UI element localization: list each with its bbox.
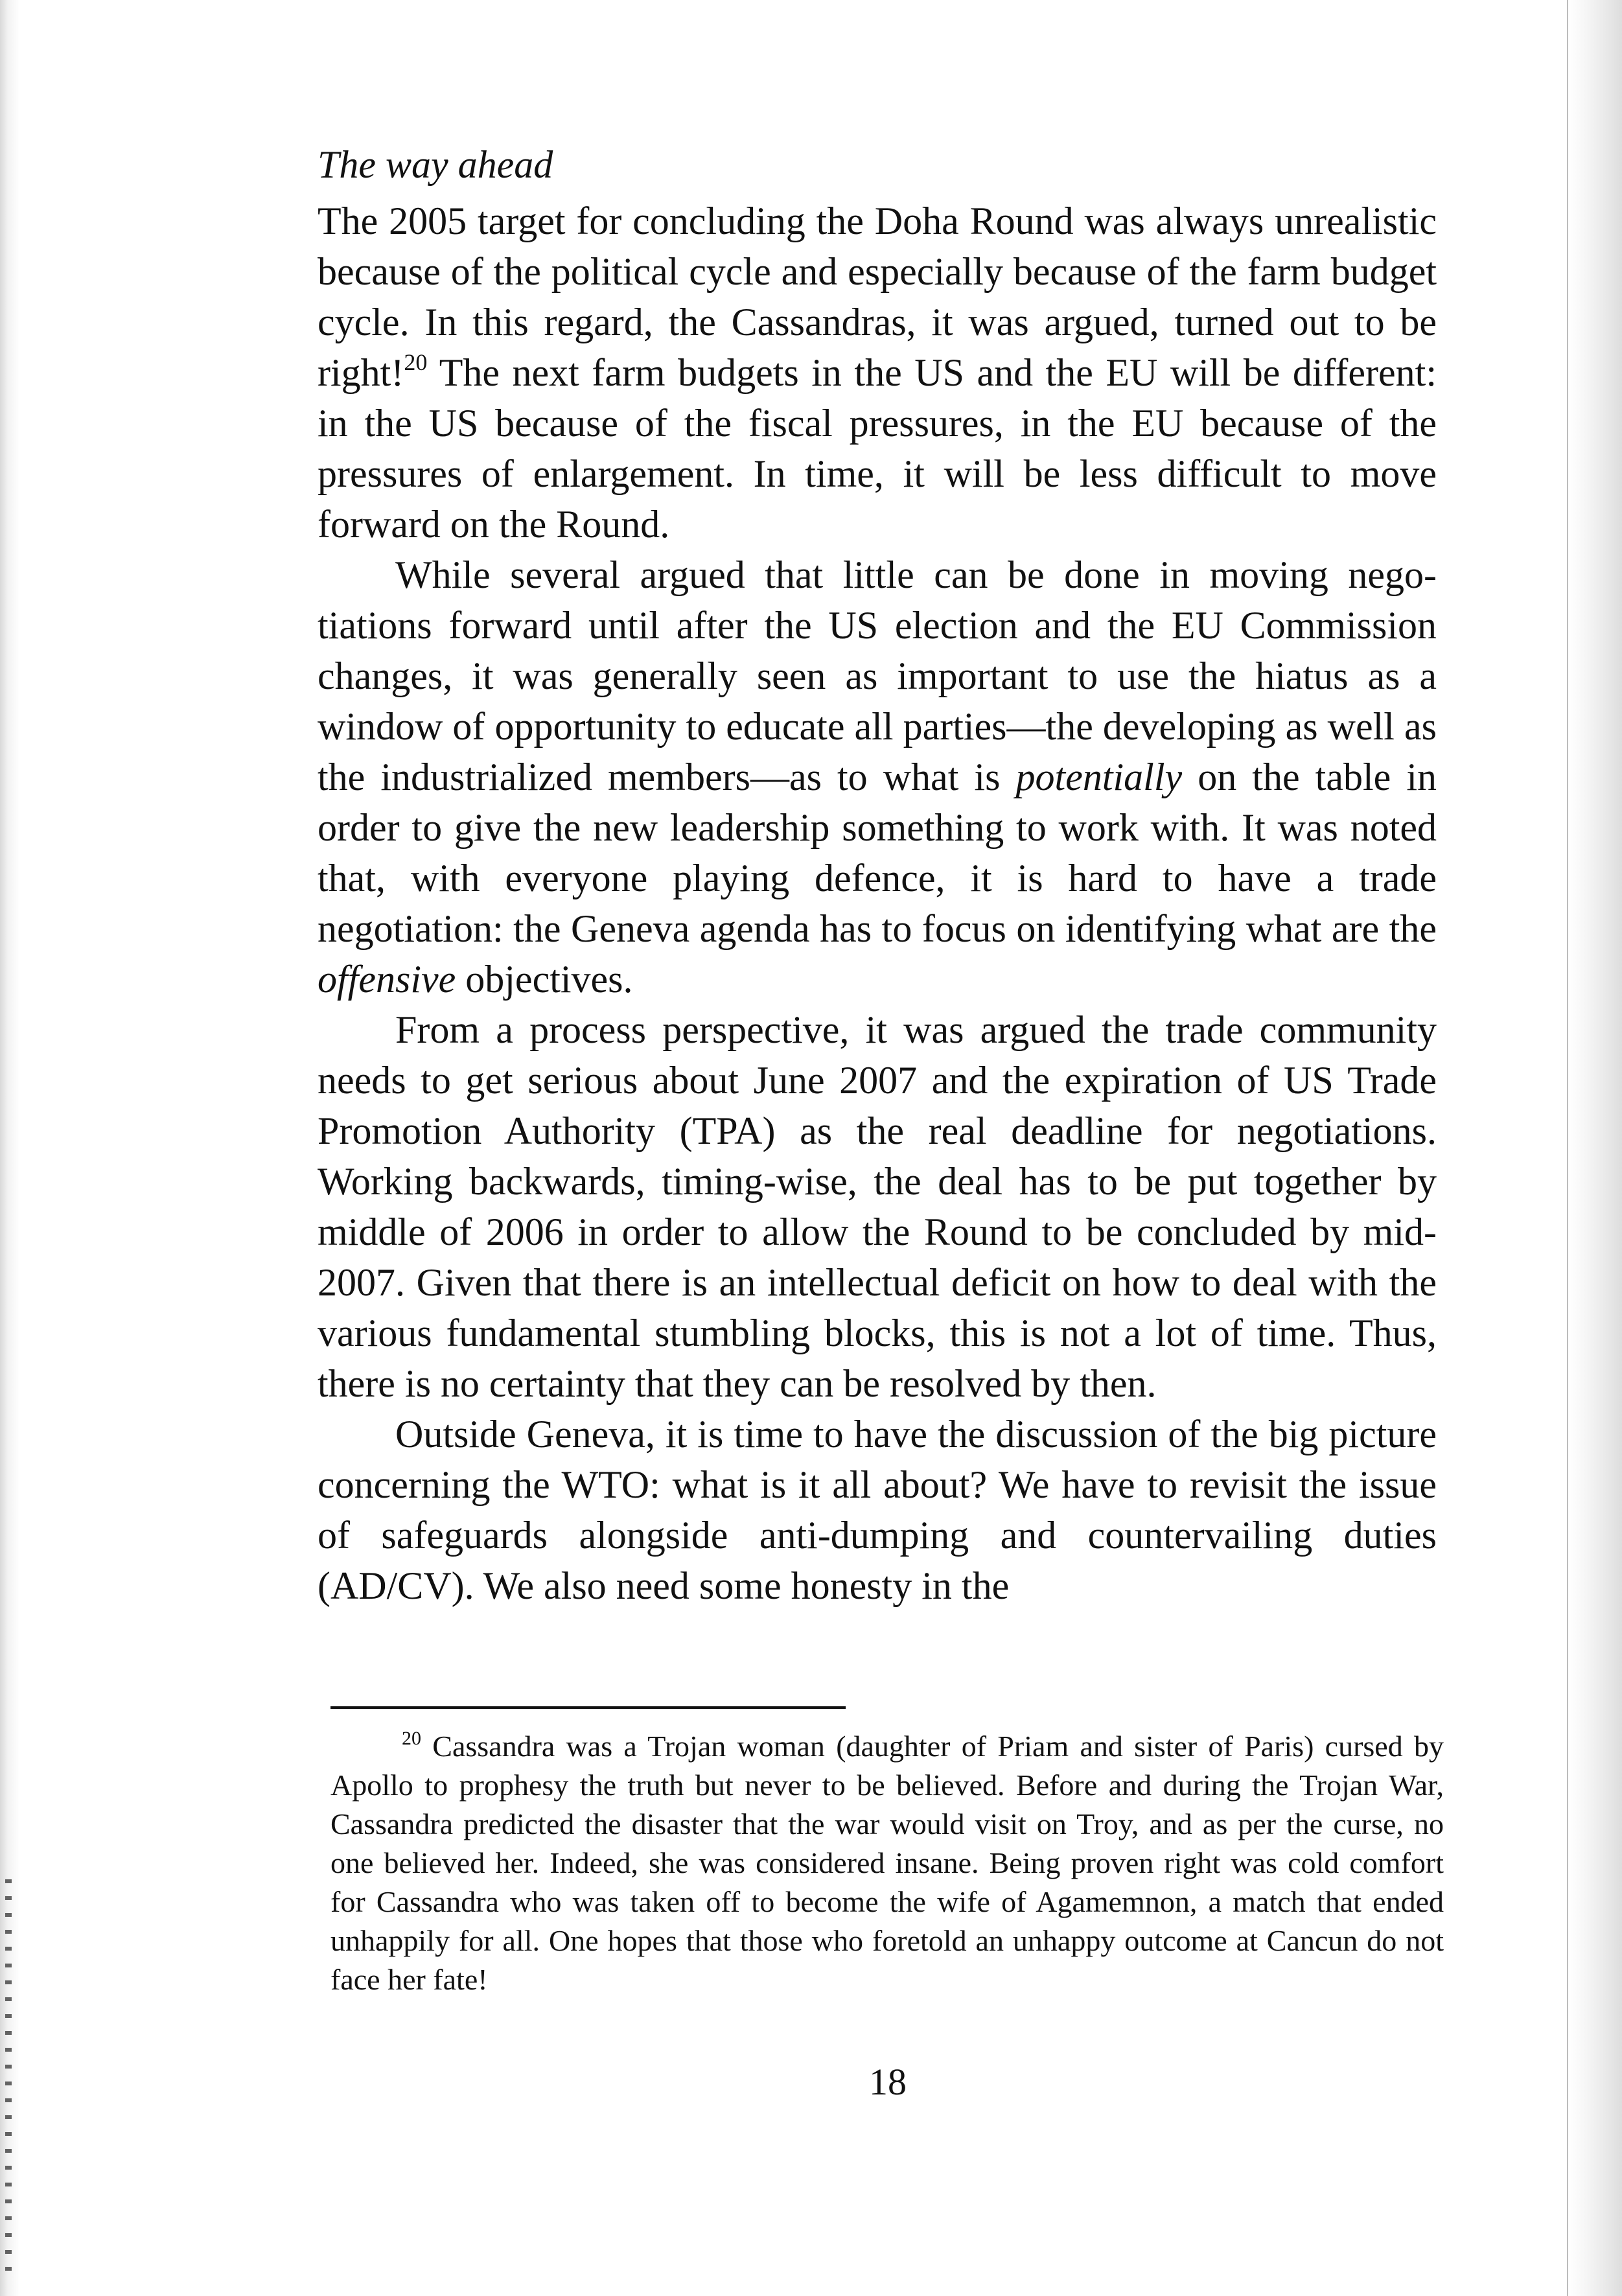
main-text-block	[318, 141, 1437, 1611]
paragraph-4: Outside Geneva, it is time to have the discussion of the big picture concerning the WTO: what is it all about? We have to revisit the issue of safeguards alongside anti-dumping and countervailing duties (AD/CV). We also need some honesty in the	[318, 1413, 1437, 1607]
paragraph-2	[318, 550, 1437, 1004]
paragraph-2-text-a: While several argued that little can be done in moving negotiations forward until after the US election and the EU Commission changes, it was generally seen as important to use the hiatus as a window of opportunity to educate all parties—the developing as well as the industrialized members—as to what is	[318, 553, 1437, 798]
paragraph-1-text-b: The next farm budgets in the US and the EU will be different: in the US because of the fiscal pressures, in the EU because of the pressures of enlargement. In time, it will be less difficult to move forward on the Round.	[318, 351, 1437, 546]
paragraph-1-text-a: The 2005 target for concluding the Doha Round was always unrealistic because of the political cycle and especially because of the farm budget cycle. In this regard, the Cassandras, it was argued, turned out to be right!	[318, 200, 1437, 394]
section-heading: The way ahead	[318, 143, 553, 186]
footnote-reference: 20	[404, 349, 428, 375]
paragraph-2-emphasis-potentially: potentially	[1015, 756, 1183, 798]
footnote-number: 20	[402, 1728, 421, 1749]
paragraph-2-text-b: on the table in order to give the new leadership something to work with. It was noted that, with everyone playing defence, it is hard to have a trade negotiation: the Geneva agenda has to focus on identifying what are the	[318, 756, 1437, 950]
page-number: 18	[869, 2061, 907, 2103]
paragraph-2-text-c: objectives.	[456, 958, 633, 1001]
paragraph-3: From a process perspective, it was argued the trade community needs to get serious about June 2007 and the expiration of US Trade Promotion Authority (TPA) as the real deadline for negotiations. Working backwards, timing-wise, the deal has to be put together by middle of 2006 in order to allow the Round to be concluded by mid-2007. Given that there is an intellectual deficit on how to deal with the various fundamental stumbling blocks, this is not a lot of time. Thus, there is no certainty that they can be resolved by then.	[318, 1008, 1437, 1405]
body-text	[318, 196, 1437, 1611]
footnote	[330, 1727, 1444, 1999]
paragraph-1	[318, 196, 1437, 550]
footnote-separator	[330, 1706, 846, 1709]
scan-edge-right	[1567, 0, 1622, 2296]
paragraph-2-emphasis-offensive: offensive	[318, 958, 456, 1001]
footnote-text: Cassandra was a Trojan woman (daughter of Priam and sister of Paris) cursed by Apollo to prophesy the truth but never to be believed. Before and during the Trojan War, Cassandra predicted the disaster that the war would visit on Troy, and as per the curse, no one believed her. Indeed, she was considered insane. Being proven right was cold comfort for Cassandra who was taken off to become the wife of Agamemnon, a match that ended unhappily for all. One hopes that those who foretold an unhappy outcome at Cancun do not face her fate!	[330, 1730, 1444, 1996]
